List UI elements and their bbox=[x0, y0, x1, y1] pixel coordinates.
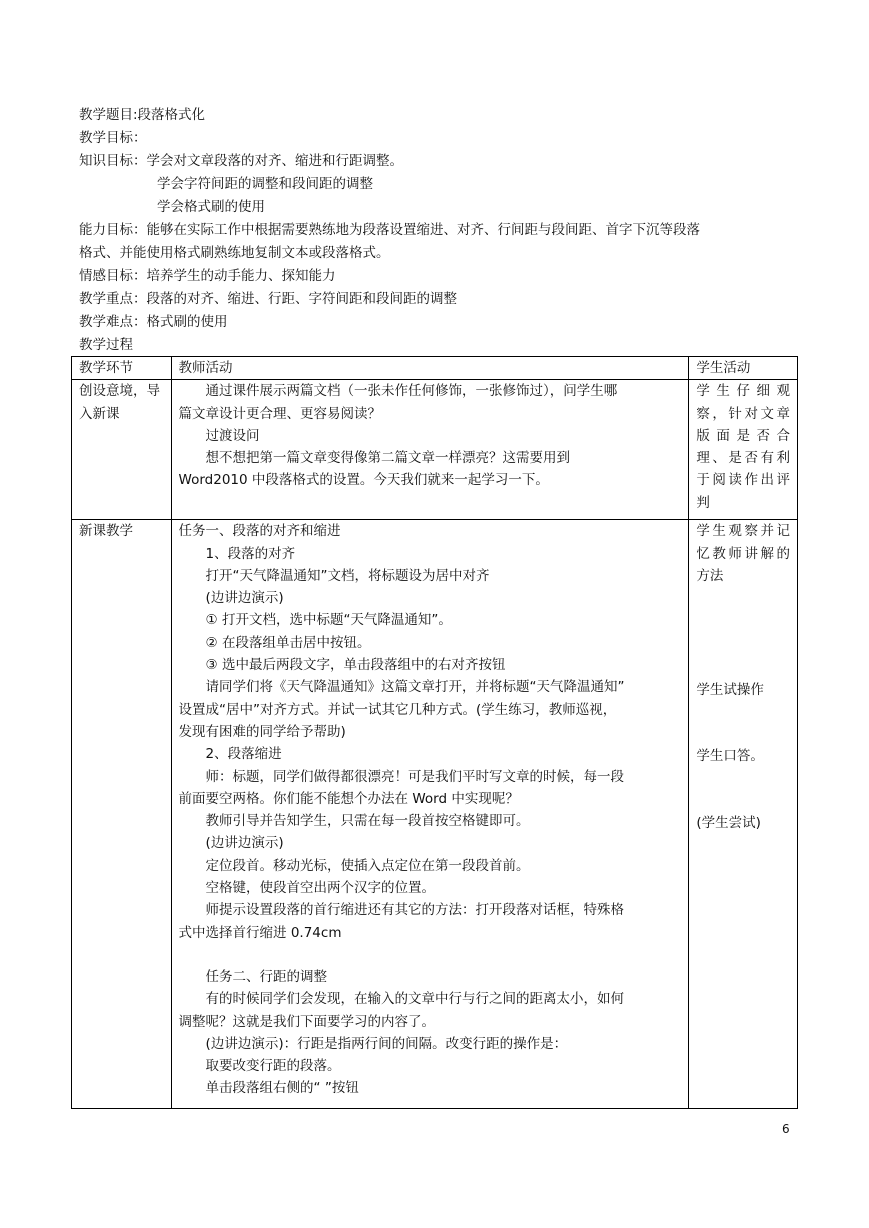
teacher-line: 有的时候同学们会发现，在输入的文章中行与行之间的距离太小，如何 bbox=[205, 991, 625, 1008]
teacher-line: 2、段落缩进 bbox=[205, 746, 282, 763]
teacher-line: Word2010 中段落格式的设置。今天我们就来一起学习一下。 bbox=[178, 472, 549, 489]
teacher-line: (边讲边演示) bbox=[205, 590, 284, 607]
teacher-line: 空格键，使段首空出两个汉字的位置。 bbox=[205, 880, 436, 897]
ability-goal: 能力目标：能够在实际工作中根据需要熟练地为段落设置缩进、对齐、行间距与段间距、首字下沉等段落 bbox=[79, 222, 700, 238]
knowledge-goal-3: 学会格式刷的使用 bbox=[157, 199, 265, 215]
teacher-line: 任务一、段落的对齐和缩进 bbox=[178, 523, 341, 540]
teacher-line: (边讲边演示)：行距是指两行间的间隔。改变行距的操作是： bbox=[205, 1035, 568, 1052]
teacher-cell bbox=[171, 380, 689, 520]
page-number: 6 bbox=[782, 1122, 790, 1136]
teacher-line: (边讲边演示) bbox=[205, 835, 284, 852]
teacher-line: 任务二、行距的调整 bbox=[205, 968, 328, 985]
stage-cell: 新课教学 bbox=[72, 520, 172, 1109]
lesson-header bbox=[79, 104, 799, 357]
teacher-line: 通过课件展示两篇文档（一张未作任何修饰，一张修饰过），问学生哪 bbox=[205, 383, 618, 400]
header-teacher: 教师活动 bbox=[171, 357, 689, 380]
teacher-line: 篇文章设计更合理、更容易阅读？ bbox=[178, 405, 382, 422]
header-student: 学生活动 bbox=[689, 357, 798, 380]
teacher-line: ② 在段落组单击居中按钮。 bbox=[205, 634, 371, 651]
student-note: (学生尝试) bbox=[696, 814, 761, 831]
teacher-line: ① 打开文档，选中标题“天气降温通知”。 bbox=[205, 612, 452, 629]
teacher-line: 师：标题，同学们做得都很漂亮！可是我们平时写文章的时候，每一段 bbox=[205, 768, 625, 785]
ability-goal-cont: 格式、并能使用格式刷熟练地复制文本或段落格式。 bbox=[79, 245, 390, 261]
teacher-line: 请同学们将《天气降温通知》这篇文章打开，并将标题“天气降温通知” bbox=[205, 679, 625, 696]
lesson-table bbox=[71, 356, 798, 1109]
teacher-cell bbox=[171, 520, 689, 1109]
header-stage: 教学环节 bbox=[72, 357, 172, 380]
goals-label: 教学目标： bbox=[79, 130, 147, 146]
teacher-line: 1、段落的对齐 bbox=[205, 545, 296, 562]
emotion-goal: 情感目标：培养学生的动手能力、探知能力 bbox=[79, 268, 336, 284]
difficult-points: 教学难点：格式刷的使用 bbox=[79, 314, 228, 330]
knowledge-goal: 知识目标：学会对文章段落的对齐、缩进和行距调整。 bbox=[79, 153, 403, 169]
teacher-line: 式中选择首行缩进 0.74cm bbox=[178, 924, 342, 941]
process-label: 教学过程 bbox=[79, 337, 133, 353]
student-cell: 学生仔细观察，针对文章版面是否合理、是否有利于阅读作出评判 bbox=[689, 380, 798, 520]
teacher-line: 打开“天气降温通知”文档，将标题设为居中对齐 bbox=[205, 567, 490, 584]
teacher-line: 取要改变行距的段落。 bbox=[205, 1058, 341, 1075]
teacher-line: ③ 选中最后两段文字，单击段落组中的右对齐按钮 bbox=[205, 657, 506, 674]
knowledge-goal-2: 学会字符间距的调整和段间距的调整 bbox=[157, 176, 373, 192]
stage-cell: 创设意境，导入新课 bbox=[72, 380, 172, 520]
table-header-row bbox=[72, 357, 798, 380]
student-note: 学生试操作 bbox=[696, 682, 764, 699]
student-note: 学生观察并记忆教师讲解的方法 bbox=[696, 523, 790, 584]
teacher-line: 过渡设问 bbox=[205, 427, 260, 444]
teacher-line: 调整呢？这就是我们下面要学习的内容了。 bbox=[178, 1013, 436, 1030]
teacher-line: 想不想把第一篇文章变得像第二篇文章一样漂亮？这需要用到 bbox=[205, 450, 571, 467]
blank-line bbox=[179, 944, 682, 966]
teacher-line: 前面要空两格。你们能不能想个办法在 Word 中实现呢？ bbox=[178, 790, 519, 807]
key-points: 教学重点：段落的对齐、缩进、行距、字符间距和段间距的调整 bbox=[79, 291, 457, 307]
student-cell bbox=[689, 520, 798, 1109]
lesson-title: 教学题目:段落格式化 bbox=[79, 107, 206, 123]
teacher-line: 单击段落组右侧的“ ”按钮 bbox=[205, 1080, 359, 1097]
teacher-line: 教师引导并告知学生，只需在每一段首按空格键即可。 bbox=[205, 813, 530, 830]
student-note: 学生口答。 bbox=[696, 748, 764, 765]
table-row bbox=[72, 380, 798, 520]
table-row bbox=[72, 520, 798, 1109]
teacher-line: 设置成“居中”对齐方式。并试一试其它几种方式。(学生练习，教师巡视， bbox=[178, 701, 617, 718]
teacher-line: 发现有困难的同学给予帮助) bbox=[178, 723, 346, 740]
teacher-line: 师提示设置段落的首行缩进还有其它的方法：打开段落对话框，特殊格 bbox=[205, 902, 625, 919]
teacher-line: 定位段首。移动光标，使插入点定位在第一段段首前。 bbox=[205, 857, 530, 874]
